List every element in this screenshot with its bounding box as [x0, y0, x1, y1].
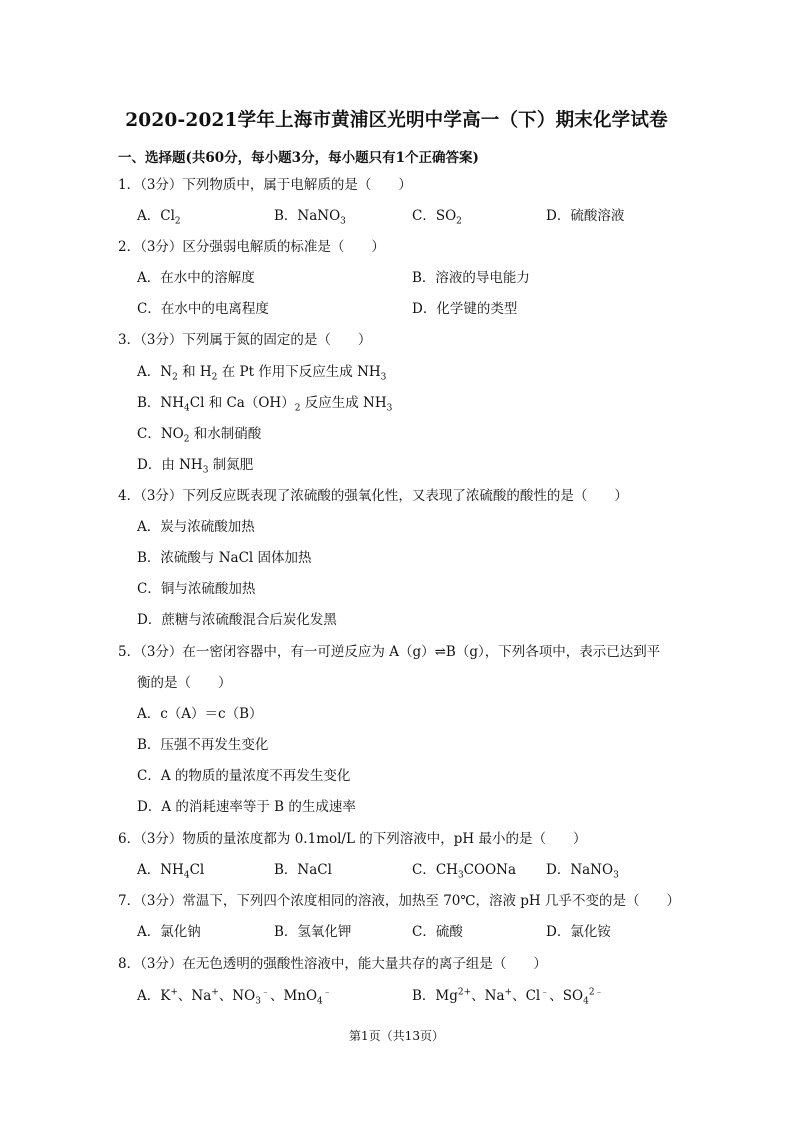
q3-option-d: D．由 $NH_3$ 制氮肥	[137, 457, 254, 476]
q4-option-c: C．铜与浓硫酸加热	[137, 581, 256, 597]
q7-option-b: B．氢氧化钾	[274, 924, 352, 940]
q2-option-c: C．在水中的电离程度	[137, 301, 269, 317]
q6-option-b: B．NaCl	[274, 862, 332, 878]
q8-option-a: A．K+、Na+、$NO_3^﹣$、MnO$_4$﹣	[137, 987, 332, 1007]
q5-option-a: A．c（A）＝c（B）	[137, 706, 263, 722]
question-5-stem: 5．（3分）在一密闭容器中，有一可逆反应为 A（g）⇌B（g），下列各项中，表示已达到平	[118, 644, 661, 660]
page-title: 2020-2021学年上海市黄浦区光明中学高一（下）期末化学试卷	[125, 110, 668, 131]
page-footer: 第1页（共13页）	[349, 1029, 444, 1043]
q3-option-b: B．$NH_4Cl$ 和 $Ca(OH)_2$ 反应生成 $NH_3$	[137, 395, 393, 414]
section-heading: 一、选择题(共60分，每小题3分，每小题只有1个正确答案)	[118, 150, 479, 166]
q1-option-d: D．硫酸溶液	[546, 208, 625, 224]
q6-option-c: C．$CH_3COONa$	[412, 862, 516, 881]
q1-option-c: C．$SO_2$	[412, 208, 462, 227]
q1-option-a: A．$Cl_2$	[137, 208, 181, 227]
q3-option-c: C．$NO_2$ 和水制硝酸	[137, 426, 262, 445]
question-1-stem: 1．（3分）下列物质中，属于电解质的是（ ）	[118, 177, 412, 193]
q4-option-a: A．炭与浓硫酸加热	[137, 519, 255, 535]
question-3-stem: 3．（3分）下列属于氮的固定的是（ ）	[118, 332, 372, 348]
question-7-stem: 7．（3分）常温下，下列四个浓度相同的溶液，加热至 70℃，溶液 pH 几乎不变的是（ ）	[118, 893, 680, 909]
q7-option-a: A．氯化钠	[137, 924, 201, 940]
q4-option-d: D．蔗糖与浓硫酸混合后炭化发黑	[137, 612, 337, 628]
question-6-stem: 6．（3分）物质的量浓度都为 0.1mol/L 的下列溶液中，pH 最小的是（ ）	[118, 831, 587, 847]
q6-option-a: A．$NH_4Cl$	[137, 862, 205, 881]
question-8-stem: 8．（3分）在无色透明的强酸性溶液中，能大量共存的离子组是（ ）	[118, 956, 547, 972]
q2-option-a: A．在水中的溶解度	[137, 270, 255, 286]
q2-option-d: D．化学键的类型	[412, 301, 518, 317]
q5-option-d: D．A 的消耗速率等于 B 的生成速率	[137, 799, 356, 815]
q5-option-c: C．A 的物质的量浓度不再发生变化	[137, 768, 351, 784]
question-2-stem: 2．（3分）区分强弱电解质的标准是（ ）	[118, 239, 385, 255]
q7-option-d: D．氯化铵	[546, 924, 611, 940]
q8-option-b: B．$Mg^{2+}$、Na+、Cl﹣、$SO_4^{2﹣}$	[412, 987, 604, 1007]
q5-option-b: B．压强不再发生变化	[137, 737, 269, 753]
q2-option-b: B．溶液的导电能力	[412, 270, 530, 286]
question-5-stem-continued: 衡的是（ ）	[137, 675, 232, 691]
q1-option-b: B．NaNO$_3$	[274, 208, 346, 227]
q6-option-d: D．NaNO$_3$	[546, 862, 619, 881]
q4-option-b: B．浓硫酸与 NaCl 固体加热	[137, 550, 312, 566]
q3-option-a: A．$N_2$ 和 $H_2$ 在 Pt 作用下反应生成 $NH_3$	[137, 364, 387, 383]
q7-option-c: C．硫酸	[412, 924, 463, 940]
question-4-stem: 4．（3分）下列反应既表现了浓硫酸的强氧化性，又表现了浓硫酸的酸性的是（ ）	[118, 488, 628, 504]
